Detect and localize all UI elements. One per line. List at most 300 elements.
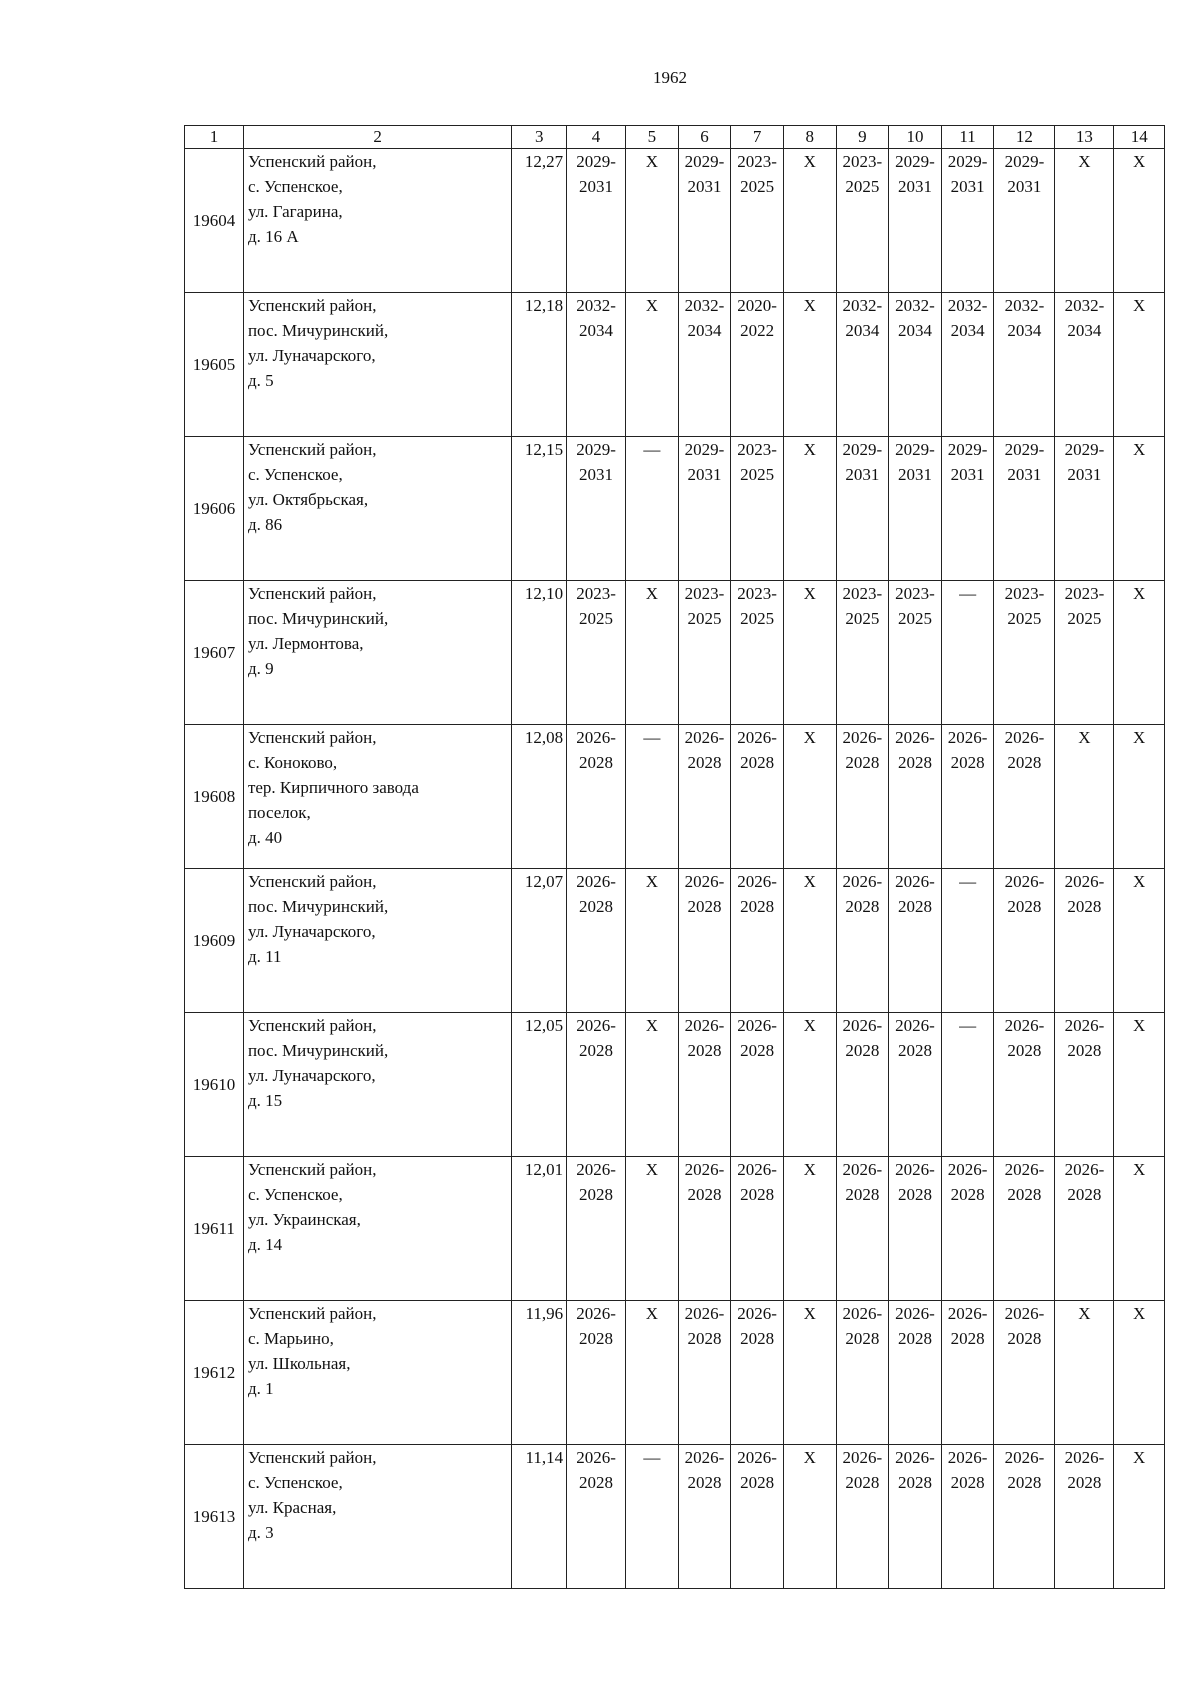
table-row	[185, 149, 1165, 293]
period-start: 2032-	[947, 296, 988, 315]
period-start: 2023-	[895, 584, 935, 603]
address-cell	[243, 293, 511, 437]
period-cell	[678, 293, 731, 437]
address-cell	[243, 869, 511, 1013]
mark-cell: X	[783, 1445, 836, 1589]
mark-cell: X	[1114, 1301, 1165, 1445]
table-row	[185, 725, 1165, 869]
object-id: 19612	[185, 1301, 244, 1445]
column-header: 9	[836, 126, 889, 149]
period-end: 2028	[687, 1041, 722, 1060]
period-cell	[941, 1157, 994, 1301]
period-start: 2029-	[576, 152, 616, 171]
table-row	[185, 1013, 1165, 1157]
period-start: 2029-	[895, 152, 935, 171]
period-end: 2025	[687, 609, 722, 628]
mark-cell: X	[1114, 869, 1165, 1013]
value-cell: 12,10	[512, 581, 567, 725]
period-end: 2028	[845, 1185, 880, 1204]
period-start: 2026-	[576, 1160, 616, 1179]
period-start: 2026-	[895, 1448, 935, 1467]
address-line: д. 14	[247, 1235, 283, 1254]
mark-cell: X	[1055, 725, 1114, 869]
period-end: 2022	[740, 321, 775, 340]
mark-cell: X	[1114, 1157, 1165, 1301]
period-cell	[994, 149, 1055, 293]
object-id: 19608	[185, 725, 244, 869]
period-end: 2028	[1007, 1473, 1042, 1492]
period-cell	[567, 725, 626, 869]
period-end: 2031	[897, 465, 932, 484]
period-start: 2023-	[1064, 584, 1105, 603]
address-line: д. 3	[247, 1523, 274, 1542]
period-end: 2028	[1007, 1041, 1042, 1060]
column-header: 12	[994, 126, 1055, 149]
period-start: 2026-	[1004, 872, 1045, 891]
period-start: 2026-	[895, 1160, 935, 1179]
period-start: 2023-	[737, 440, 777, 459]
period-end: 2031	[579, 177, 614, 196]
period-start: 2026-	[842, 1160, 883, 1179]
period-end: 2034	[1007, 321, 1042, 340]
period-cell	[731, 869, 784, 1013]
period-end: 2031	[950, 177, 985, 196]
period-start: 2026-	[737, 728, 777, 747]
address-line: с. Марьино,	[247, 1329, 334, 1348]
period-cell	[1055, 437, 1114, 581]
mark-cell: X	[1114, 1013, 1165, 1157]
period-cell	[567, 1013, 626, 1157]
period-end: 2034	[579, 321, 614, 340]
address-cell	[243, 1445, 511, 1589]
period-end: 2028	[897, 1329, 932, 1348]
period-cell	[889, 725, 942, 869]
period-cell	[889, 581, 942, 725]
period-cell	[731, 1013, 784, 1157]
period-cell	[941, 725, 994, 869]
column-header: 6	[678, 126, 731, 149]
address-cell	[243, 725, 511, 869]
address-line: с. Коноково,	[247, 753, 338, 772]
period-cell	[941, 1445, 994, 1589]
period-start: 2026-	[1064, 1448, 1105, 1467]
value-cell: 12,15	[512, 437, 567, 581]
table-row	[185, 437, 1165, 581]
period-end: 2028	[579, 1473, 614, 1492]
period-cell	[731, 293, 784, 437]
period-start: 2026-	[842, 872, 883, 891]
address-line: с. Успенское,	[247, 177, 343, 196]
column-header: 11	[941, 126, 994, 149]
mark-cell: —	[626, 725, 679, 869]
address-line: Успенский район,	[247, 296, 377, 315]
column-header: 4	[567, 126, 626, 149]
address-line: Успенский район,	[247, 1304, 377, 1323]
period-end: 2025	[845, 177, 880, 196]
period-end: 2028	[687, 753, 722, 772]
period-start: 2029-	[684, 440, 725, 459]
period-end: 2025	[845, 609, 880, 628]
column-header: 2	[243, 126, 511, 149]
period-start: 2026-	[684, 1448, 725, 1467]
period-cell	[889, 869, 942, 1013]
period-cell	[678, 725, 731, 869]
address-line: Успенский район,	[247, 1160, 377, 1179]
mark-cell: X	[1114, 437, 1165, 581]
value-cell: 12,01	[512, 1157, 567, 1301]
page-number: 1962	[653, 68, 687, 87]
period-end: 2028	[687, 1185, 722, 1204]
period-end: 2031	[687, 177, 722, 196]
address-line: пос. Мичуринский,	[247, 321, 389, 340]
period-cell	[994, 1157, 1055, 1301]
address-cell	[243, 149, 511, 293]
period-start: 2032-	[895, 296, 935, 315]
column-header: 1	[185, 126, 244, 149]
period-end: 2028	[1007, 1185, 1042, 1204]
period-end: 2028	[845, 753, 880, 772]
period-start: 2026-	[576, 728, 616, 747]
mark-cell: X	[626, 293, 679, 437]
period-end: 2028	[950, 753, 985, 772]
period-cell	[941, 293, 994, 437]
period-cell	[731, 1301, 784, 1445]
period-start: 2029-	[895, 440, 935, 459]
period-end: 2028	[579, 1185, 614, 1204]
period-cell	[994, 1013, 1055, 1157]
period-cell	[889, 1301, 942, 1445]
column-header: 5	[626, 126, 679, 149]
period-start: 2026-	[737, 1160, 777, 1179]
mark-cell: —	[941, 1013, 994, 1157]
period-start: 2032-	[842, 296, 883, 315]
address-line: Успенский район,	[247, 872, 377, 891]
period-end: 2028	[687, 897, 722, 916]
period-start: 2026-	[684, 728, 725, 747]
period-end: 2031	[897, 177, 932, 196]
address-cell	[243, 1013, 511, 1157]
period-end: 2028	[897, 1041, 932, 1060]
period-cell	[941, 437, 994, 581]
object-id: 19611	[185, 1157, 244, 1301]
period-start: 2026-	[947, 1448, 988, 1467]
period-cell	[1055, 1445, 1114, 1589]
period-end: 2031	[579, 465, 614, 484]
period-end: 2031	[1007, 465, 1042, 484]
period-start: 2032-	[1004, 296, 1045, 315]
address-line: поселок,	[247, 803, 311, 822]
period-end: 2028	[579, 753, 614, 772]
period-start: 2026-	[947, 1304, 988, 1323]
period-cell	[889, 1013, 942, 1157]
period-start: 2029-	[947, 440, 988, 459]
period-cell	[994, 293, 1055, 437]
registry-table	[184, 125, 1165, 1589]
period-end: 2025	[740, 177, 775, 196]
period-start: 2026-	[576, 1304, 616, 1323]
address-line: Успенский район,	[247, 152, 377, 171]
period-start: 2026-	[1004, 1016, 1045, 1035]
period-start: 2032-	[1064, 296, 1105, 315]
mark-cell: X	[1114, 293, 1165, 437]
period-cell	[567, 1157, 626, 1301]
object-id: 19609	[185, 869, 244, 1013]
value-cell: 12,27	[512, 149, 567, 293]
mark-cell: X	[1114, 725, 1165, 869]
period-start: 2026-	[1064, 1016, 1105, 1035]
column-header: 10	[889, 126, 942, 149]
period-end: 2034	[1067, 321, 1102, 340]
period-cell	[731, 1157, 784, 1301]
period-cell	[836, 1445, 889, 1589]
period-end: 2028	[687, 1329, 722, 1348]
period-end: 2028	[740, 1329, 775, 1348]
column-header: 13	[1055, 126, 1114, 149]
column-header: 8	[783, 126, 836, 149]
period-cell	[836, 1013, 889, 1157]
period-end: 2028	[687, 1473, 722, 1492]
period-start: 2023-	[1004, 584, 1045, 603]
period-cell	[567, 149, 626, 293]
period-cell	[567, 1301, 626, 1445]
period-end: 2025	[740, 465, 775, 484]
period-start: 2026-	[1004, 728, 1045, 747]
table-row	[185, 1301, 1165, 1445]
period-start: 2026-	[737, 872, 777, 891]
mark-cell: X	[1055, 1301, 1114, 1445]
period-start: 2026-	[1064, 872, 1105, 891]
address-line: Успенский район,	[247, 584, 377, 603]
mark-cell: —	[941, 869, 994, 1013]
period-end: 2031	[1007, 177, 1042, 196]
period-end: 2028	[1007, 753, 1042, 772]
period-start: 2023-	[737, 152, 777, 171]
mark-cell: X	[626, 869, 679, 1013]
address-line: Успенский район,	[247, 440, 377, 459]
period-end: 2028	[950, 1473, 985, 1492]
period-cell	[567, 293, 626, 437]
period-start: 2026-	[895, 1016, 935, 1035]
object-id: 19604	[185, 149, 244, 293]
period-cell	[994, 725, 1055, 869]
address-line: д. 9	[247, 659, 274, 678]
period-cell	[678, 869, 731, 1013]
mark-cell: X	[626, 1013, 679, 1157]
period-start: 2023-	[842, 152, 883, 171]
address-line: Успенский район,	[247, 1016, 377, 1035]
address-line: ул. Красная,	[247, 1498, 337, 1517]
address-line: д. 40	[247, 828, 283, 847]
mark-cell: X	[783, 581, 836, 725]
period-cell	[889, 149, 942, 293]
address-cell	[243, 437, 511, 581]
mark-cell: X	[783, 293, 836, 437]
mark-cell: X	[626, 1157, 679, 1301]
object-id: 19613	[185, 1445, 244, 1589]
mark-cell: X	[626, 149, 679, 293]
address-cell	[243, 581, 511, 725]
mark-cell: X	[626, 1301, 679, 1445]
period-start: 2032-	[576, 296, 616, 315]
period-end: 2028	[740, 1473, 775, 1492]
period-end: 2025	[1007, 609, 1042, 628]
period-cell	[889, 1157, 942, 1301]
period-end: 2031	[687, 465, 722, 484]
period-cell	[731, 725, 784, 869]
mark-cell: X	[1055, 149, 1114, 293]
value-cell: 12,05	[512, 1013, 567, 1157]
period-start: 2026-	[684, 1016, 725, 1035]
period-start: 2026-	[842, 1304, 883, 1323]
mark-cell: X	[1114, 149, 1165, 293]
period-end: 2028	[897, 1185, 932, 1204]
period-end: 2028	[579, 1041, 614, 1060]
period-start: 2026-	[895, 728, 935, 747]
address-line: пос. Мичуринский,	[247, 897, 389, 916]
period-cell	[889, 437, 942, 581]
period-cell	[994, 1445, 1055, 1589]
period-end: 2028	[740, 753, 775, 772]
period-end: 2034	[950, 321, 985, 340]
period-cell	[941, 149, 994, 293]
period-cell	[1055, 581, 1114, 725]
period-start: 2026-	[895, 1304, 935, 1323]
period-cell	[889, 1445, 942, 1589]
mark-cell: X	[783, 1157, 836, 1301]
period-cell	[567, 1445, 626, 1589]
address-line: с. Успенское,	[247, 1473, 343, 1492]
value-cell: 12,08	[512, 725, 567, 869]
period-cell	[678, 581, 731, 725]
period-end: 2028	[1067, 1041, 1102, 1060]
period-start: 2026-	[737, 1448, 777, 1467]
period-cell	[836, 1157, 889, 1301]
period-cell	[994, 437, 1055, 581]
address-line: ул. Луначарского,	[247, 922, 376, 941]
period-cell	[1055, 1013, 1114, 1157]
address-line: д. 15	[247, 1091, 283, 1110]
period-cell	[567, 437, 626, 581]
column-header: 7	[731, 126, 784, 149]
period-start: 2026-	[737, 1016, 777, 1035]
period-end: 2034	[897, 321, 932, 340]
period-end: 2028	[897, 897, 932, 916]
address-line: д. 1	[247, 1379, 274, 1398]
period-start: 2029-	[947, 152, 988, 171]
period-cell	[941, 1301, 994, 1445]
value-cell: 11,96	[512, 1301, 567, 1445]
period-cell	[836, 1301, 889, 1445]
period-cell	[731, 581, 784, 725]
period-end: 2028	[1067, 897, 1102, 916]
mark-cell: —	[941, 581, 994, 725]
period-end: 2028	[1007, 1329, 1042, 1348]
period-start: 2032-	[684, 296, 725, 315]
address-line: Успенский район,	[247, 1448, 377, 1467]
period-cell	[889, 293, 942, 437]
mark-cell: X	[783, 149, 836, 293]
mark-cell: X	[1114, 1445, 1165, 1589]
period-cell	[836, 149, 889, 293]
period-end: 2028	[897, 753, 932, 772]
mark-cell: X	[783, 1013, 836, 1157]
mark-cell: —	[626, 437, 679, 581]
value-cell: 11,14	[512, 1445, 567, 1589]
period-start: 2029-	[684, 152, 725, 171]
address-line: д. 5	[247, 371, 274, 390]
period-cell	[567, 869, 626, 1013]
period-start: 2026-	[1004, 1448, 1045, 1467]
period-end: 2031	[1067, 465, 1102, 484]
address-line: с. Успенское,	[247, 465, 343, 484]
period-start: 2023-	[684, 584, 725, 603]
period-cell	[994, 581, 1055, 725]
period-start: 2026-	[842, 1016, 883, 1035]
period-cell	[994, 1301, 1055, 1445]
object-id: 19606	[185, 437, 244, 581]
object-id: 19605	[185, 293, 244, 437]
period-end: 2028	[845, 897, 880, 916]
value-cell: 12,18	[512, 293, 567, 437]
period-cell	[678, 149, 731, 293]
period-end: 2028	[579, 1329, 614, 1348]
period-start: 2026-	[842, 1448, 883, 1467]
period-start: 2026-	[895, 872, 935, 891]
period-start: 2029-	[576, 440, 616, 459]
period-end: 2034	[845, 321, 880, 340]
column-header: 3	[512, 126, 567, 149]
period-end: 2028	[740, 897, 775, 916]
table-row	[185, 1445, 1165, 1589]
mark-cell: X	[783, 869, 836, 1013]
period-cell	[678, 1013, 731, 1157]
period-cell	[567, 581, 626, 725]
period-start: 2026-	[576, 872, 616, 891]
period-start: 2029-	[1064, 440, 1105, 459]
period-start: 2023-	[576, 584, 616, 603]
period-end: 2034	[687, 321, 722, 340]
period-end: 2028	[1007, 897, 1042, 916]
period-start: 2029-	[1004, 440, 1045, 459]
period-end: 2028	[897, 1473, 932, 1492]
period-cell	[1055, 869, 1114, 1013]
period-cell	[836, 725, 889, 869]
period-cell	[678, 437, 731, 581]
period-start: 2026-	[737, 1304, 777, 1323]
period-end: 2028	[1067, 1473, 1102, 1492]
address-cell	[243, 1157, 511, 1301]
period-cell	[836, 581, 889, 725]
mark-cell: X	[626, 581, 679, 725]
period-end: 2025	[740, 609, 775, 628]
period-end: 2028	[845, 1473, 880, 1492]
period-cell	[994, 869, 1055, 1013]
address-line: ул. Украинская,	[247, 1210, 361, 1229]
period-cell	[1055, 1157, 1114, 1301]
table-row	[185, 581, 1165, 725]
period-end: 2028	[740, 1185, 775, 1204]
period-cell	[678, 1445, 731, 1589]
period-end: 2025	[897, 609, 932, 628]
mark-cell: X	[1114, 581, 1165, 725]
address-line: д. 86	[247, 515, 283, 534]
table-row	[185, 869, 1165, 1013]
column-number-row	[185, 126, 1165, 149]
period-cell	[1055, 293, 1114, 437]
period-start: 2026-	[684, 1160, 725, 1179]
period-cell	[836, 293, 889, 437]
period-start: 2026-	[842, 728, 883, 747]
